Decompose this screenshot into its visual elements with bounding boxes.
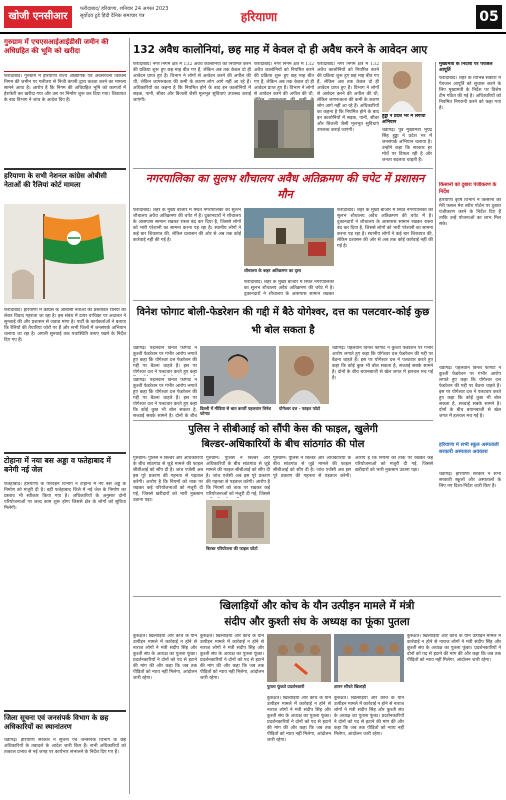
story-text: कुरुक्षेत्र। खिलाड़ियों और कोच के यौन उत्पीड़न मामले में कार्रवाई न होने से नाराज लोगों ने मंत्री संदीप सिंह और कुश्ती संघ के अध्यक्ष का पुतला फूंका। प्रदर्शनकारियों ने दोनों को पद से हटाने की मांग की और कहा कि जब तक पीड़ितों को न्याय नहीं मिलेगा, आंदोलन जारी रहेगा। [407,634,501,663]
story-text: कुरुक्षेत्र। खिलाड़ियों और कोच के यौन उत्पीड़न मामले में कार्रवाई न होने से नाराज लोगों ने मंत्री संदीप सिंह और कुश्ती संघ के अध्यक्ष का पुतला फूंका। प्रदर्शनकारियों ने दोनों को पद से हटाने की मांग की और कहा कि जब तक पीड़ितों को न्याय नहीं मिलेगा, आंदोलन जारी रहेगा। [133,634,197,681]
toilet-photo [244,208,334,266]
story-text: गुरुग्राम। पुलिस ने बिल्डर और अधिकारियों के बीच सांठगांठ से जुड़े मामले की फाइल सीबीआई को सौंप दी है। जांच एजेंसी अब इस पूरे प्रकरण की गहनता से पड़ताल करेगी। आरोप है कि नियमों को ताक पर रखकर कई परियोजनाओं को मंजूरी दी गई, जिससे खरीदारों को भारी नुकसान उठाना पड़ा। [273,456,433,479]
masthead-tagline: सूर्योदय टुडे हिंदी दैनिक समाचार पत्र [80,13,145,19]
story-headline: नगरपालिका का सुलभ शौचालय अवैध अतिक्रमण की चपेट में प्रशासन मौन [145,172,425,201]
photo-caption: बिल्डर परियोजना की फाइल फोटो [206,546,258,551]
story-text: चंडीगढ़। पहलवान विनेश फोगाट ने कुश्ती फेडरेशन पर गंभीर आरोप लगाते हुए कहा कि योगेश्वर दत्त फेडरेशन की गद्दी पर बैठना चाहते हैं। इस पर योगेश्वर दत्त ने पलटवार करते हुए कहा कि कोई कुछ भी बोल सकता है, सच्चाई सबके सामने है। दोनों के बीच [133,378,197,418]
memorandum-photo [334,634,404,682]
protest-photo [267,634,331,682]
story-text: फरीदाबाद। नगर निगम क्षेत्र में 132 अवैध कालोनियों को नियमित करने की प्रक्रिया शुरू हुए छह माह बीत गए हैं, लेकिन अब तक केवल दो ही आवेदन प्राप्त हुए हैं। विभाग ने लोगों से आवेदन करने की अपील की थी, लेकिन जागरूकता की कमी के कारण लोग आगे नहीं आ रहे हैं। अधिकारियों का कहना है कि नियमित होने के बाद इन कालोनियों में सड़क, पानी, सीवर और बिजली जैसी मूलभूत सुविधाएं उपलब्ध कराई जाएंगी। [317,62,379,133]
sidebar-text: चंडीगढ़। पूर्व मुख्यमंत्री भूपेंद्र सिंह हुड्डा ने प्रदेश भर में जनसंपर्क अभियान चलाया है। उन्होंने कहा कि सरकार हर मोर्चे पर विफल रही है और जनता बदलाव चाहती है। [382,128,432,163]
sidebar-text: हरियाणा कृषि विभाग ने किसानों को मेरी फसल मेरा ब्यौरा पोर्टल पर दुबारा पंजीकरण करने के निर्देश दिए हैं ताकि उन्हें योजनाओं का लाभ मिल सके। [439,198,501,227]
photo-caption: ज्ञापन सौंपते खिलाड़ी [334,684,366,689]
story-headline: विनेश फोगाट बोली-फेडरेशन की गद्दी में बैठे योगेश्वर, दत्त का पलटवार-कोई कुछ भी बोल सकता है [136,307,430,336]
story-headline: पुलिस ने सीबीआई को सौंपी केस की फाइल, खुलेगी [188,424,378,435]
story-text: फरीदाबाद। हरियाणा में कांग्रेस के ओबीसी नेताओं की प्रस्तावित रैलियों को लेकर विवाद गहराता जा रहा है। इस संबंध में दायर याचिका पर अदालत ने सुनवाई की और प्रशासन से जवाब मांगा है। पार्टी के कार्यकर्ताओं ने बताया कि रैलियों की तैयारियां जोरों पर हैं और सभी जिलों में जनसंपर्क अभियान चलाया जा रहा है। अगली सुनवाई तक यथास्थिति बनाए रखने के निर्देश दिए गए हैं। [4,308,126,343]
story-text: फतेहाबाद। हरियाणा के परिवहन विभाग ने टोहाना में नए बस अड्डे के निर्माण को मंजूरी दी है। वहीं फतेहाबाद जिले में नई जेल के निर्माण का प्रस्ताव भी स्वीकार किया गया है। अधिकारियों के अनुसार दोनों परियोजनाओं पर जल्द काम शुरू होगा जिससे क्षेत्र के लोगों को सुविधा मिलेगी। [4,482,126,511]
story-headline: टोहाना में नया बस अड्डा व फतेहाबाद में बनेगी नई जेल [4,452,126,478]
story-headline: बिल्डर-अधिकारियों के बीच सांठगांठ की पोल [201,439,365,450]
story-headline: गुरुग्राम में एचएसआईआईडीसी जमीन की अधिग्रहित की भूमि को खरीदा [4,38,126,72]
story-headline: हरियाणा के सभी नेशनल कांग्रेस ओबीसी नेताओं की रैलियां कोर्ट मामला [4,168,126,200]
story-text: कुरुक्षेत्र। खिलाड़ियों और कोच के यौन उत्पीड़न मामले में कार्रवाई न होने से नाराज लोगों ने मंत्री संदीप सिंह और कुश्ती संघ के अध्यक्ष का पुतला फूंका। प्रदर्शनकारियों ने दोनों को पद से हटाने की मांग की और कहा कि जब तक पीड़ितों को न्याय नहीं मिलेगा, आंदोलन जारी रहेगा। [334,696,404,737]
masthead-date: फरीदाबाद/ हरियाणा, शनिवार 24 अगस्त 2023 [80,6,169,12]
story-text: फरीदाबाद। नगर निगम क्षेत्र में 132 अवैध कालोनियों को नियमित करने की प्रक्रिया शुरू हुए छह माह बीत गए हैं, लेकिन अब तक केवल दो ही आवेदन प्राप्त हुए हैं। विभाग ने लोगों से आवेदन करने की अपील की थी, [254,62,314,97]
section-divider [133,596,501,597]
vinesh-photo [200,346,276,404]
building-photo [206,500,270,544]
section-divider [133,168,433,169]
story-text: गुरुग्राम। पुलिस ने बिल्डर और अधिकारियों के बीच सांठगांठ से जुड़े मामले की फाइल सीबीआई को सौंप दी है। जांच एजेंसी अब इस पूरे प्रकरण की गहनता से पड़ताल करेगी। आरोप है कि नियमों को ताक पर रखकर कई परियोजनाओं को मंजूरी दी गई, जिससे [206,456,270,497]
flag-photo [4,204,126,304]
left-column [4,38,126,794]
photo-caption: दिल्ली में मीडिया से बात करतीं पहलवान विनेश फोगाट [200,406,272,416]
masthead-meta [80,6,230,20]
photo-caption: योगेश्वर दत्त - फाइल फोटो [279,406,321,411]
story-text: चंडीगढ़। पहलवान विनेश फोगाट ने कुश्ती फेडरेशन पर गंभीर आरोप लगाते हुए कहा कि योगेश्वर दत्त फेडरेशन की गद्दी पर बैठना चाहते हैं। इस पर योगेश्वर दत्त ने पलटवार करते हुए कहा कि कोई कुछ भी बोल सकता है, सच्चाई सबके सामने है। दोनों के बीच बयानबाजी से खेल जगत में हलचल मच गई है। [332,346,433,381]
section-divider [133,420,433,421]
story-text: फरीदाबाद। नगर निगम क्षेत्र में 132 अवैध कालोनियों को नियमित करने की प्रक्रिया शुरू हुए छह माह बीत गए हैं, लेकिन अब तक केवल दो ही आवेदन प्राप्त हुए हैं। विभाग ने लोगों से आवेदन करने की अपील की थी, लेकिन जागरूकता की कमी के कारण लोग आगे नहीं आ रहे हैं। अधिकारियों का कहना है कि नियमित होने के बाद इन कालोनियों में सड़क, पानी, सीवर और बिजली जैसी मूलभूत सुविधाएं उपलब्ध कराई जाएंगी। [133,62,251,103]
masthead [0,0,506,34]
sidebar-headline: हरियाणा में सभी स्कूल अस्पताली सरकारी अस्पताल अवकाश [439,442,499,455]
story-text: फरीदाबाद। गुरुग्राम में हरियाणा राज्य औद्योगिक एवं अवसंरचना विकास निगम की जमीन पर गलीतरा से निजी कंपनी द्वारा कब्जा करने का मामला सामने आया है। आरोप है कि निगम की अधिग्रहित भूमि को कागजों में हेराफेरी कर खरीदा गया और उस पर निर्माण शुरू कर दिया गया। शिकायत के बाद विभाग ने जांच के आदेश दिए हैं। [4,74,126,103]
story-text: कुरुक्षेत्र। खिलाड़ियों और कोच के यौन उत्पीड़न मामले में कार्रवाई न होने से नाराज लोगों ने मंत्री संदीप सिंह और कुश्ती संघ के अध्यक्ष का पुतला फूंका। प्रदर्शनकारियों ने दोनों को पद से हटाने की मांग की और कहा कि जब तक पीड़ितों को न्याय नहीं मिलेगा, आंदोलन जारी रहेगा। [200,634,264,681]
photo-caption: शौचालय के बाहर अतिक्रमण का दृश्य [244,268,302,273]
sidebar-text: फरीदाबाद। शहर के विभिन्न सेक्टरों में पेयजल आपूर्ति को सुचारू करने के लिए मुख्यमंत्री के निर्देश पर विशेष टीम गठित की गई है। अधिकारियों को नियमित निगरानी करने को कहा गया है। [439,76,501,111]
story-text: गुरुग्राम। पुलिस ने बिल्डर और अधिकारियों के बीच सांठगांठ से जुड़े मामले की फाइल सीबीआई को सौंप दी है। जांच एजेंसी अब इस पूरे प्रकरण की गहनता से पड़ताल करेगी। आरोप है कि नियमों को ताक पर रखकर कई परियोजनाओं को मंजूरी दी गई, जिससे खरीदारों को भारी नुकसान उठाना पड़ा। [133,456,203,503]
column-divider [129,38,130,794]
story-headline: संदीप और कुश्ती संघ के अध्यक्ष का फूंका पुतला [224,616,410,628]
story-text: फरीदाबाद। शहर के मुख्य बाजार में स्थित नगरपालिका का सुलभ शौचालय अवैध अतिक्रमण की चपेट में है। दुकानदारों ने शौचालय के आसपास सामान रखकर [244,280,334,296]
section-title: हरियाणा [240,10,278,24]
yogeshwar-photo [279,346,329,404]
column-divider [435,62,436,362]
colony-photo [254,100,314,158]
story-text: फरीदाबाद। शहर के मुख्य बाजार में स्थित नगरपालिका का सुलभ शौचालय अवैध अतिक्रमण की चपेट में है। दुकानदारों ने शौचालय के आसपास सामान रखकर रास्ता बंद कर दिया है, जिससे लोगों को भारी परेशानी का सामना करना पड़ रहा है। स्थानीय लोगों ने कई बार शिकायत की, लेकिन प्रशासन की ओर से अब तक कोई कार्रवाई नहीं की गई है। [133,208,241,243]
sidebar-headline: किसानों को दुबारा पंजीकरण के निर्देश [439,182,497,195]
sidebar-headline: हुड्डा ने प्रदेश भर में लगाया अभियान [382,114,426,125]
hooda-photo [382,62,422,112]
story-headline: खिलाड़ियों और कोच के यौन उत्पीड़न मामले में मंत्री [219,600,415,612]
sidebar-text: चंडीगढ़। हरियाणा सरकार ने सभी सरकारी स्कूलों और अस्पतालों के लिए नए दिशा-निर्देश जारी किए हैं। [439,472,501,489]
main-headline: 132 अवैध कालोनियां, छह माह में केवल दो ही अवैध करने के आवेदन आए [133,44,428,56]
story-text: चंडीगढ़। पहलवान विनेश फोगाट ने कुश्ती फेडरेशन पर गंभीर आरोप लगाते हुए कहा कि योगेश्वर दत्त फेडरेशन की गद्दी पर बैठना चाहते हैं। इस पर योगेश्वर दत्त ने पलटवार करते हुए कहा [133,346,197,375]
story-text: फरीदाबाद। शहर के मुख्य बाजार में स्थित नगरपालिका का सुलभ शौचालय अवैध अतिक्रमण की चपेट में है। दुकानदारों ने शौचालय के आसपास सामान रखकर रास्ता बंद कर दिया है, जिससे लोगों को भारी परेशानी का सामना करना पड़ रहा है। स्थानीय लोगों ने कई बार शिकायत की, लेकिन प्रशासन की ओर से अब तक कोई कार्रवाई नहीं की गई है। [337,208,433,249]
newspaper-logo: खोजी एनसीआर [4,6,72,28]
photo-caption: पुतला फूंकते प्रदर्शनकारी [267,684,305,689]
sidebar-headline: मुख्यमंत्री के निर्देशों पर पेयजल आपूर्ति [439,62,493,73]
story-headline: जिला सूचना एवं जनसंपर्क विभाग के छह अधिकारियों का स्थानांतरण [4,710,126,734]
sidebar-text: चंडीगढ़। पहलवान विनेश फोगाट ने कुश्ती फेडरेशन पर गंभीर आरोप लगाते हुए कहा कि योगेश्वर दत्त फेडरेशन की गद्दी पर बैठना चाहते हैं। इस पर योगेश्वर दत्त ने पलटवार करते हुए कहा कि कोई कुछ भी बोल सकता है, सच्चाई सबके सामने है। दोनों के बीच बयानबाजी से खेल जगत में हलचल मच गई है। [439,366,501,419]
page-number: 05 [476,5,502,29]
section-divider [133,300,433,301]
story-text: चंडीगढ़। हरियाणा सरकार ने सूचना एवं जनसंपर्क विभाग के छह अधिकारियों के तबादले के आदेश जारी किए हैं। सभी अधिकारियों को तत्काल प्रभाव से नई जगह पर कार्यभार संभालने के निर्देश दिए गए हैं। [4,738,126,755]
story-text: कुरुक्षेत्र। खिलाड़ियों और कोच के यौन उत्पीड़न मामले में कार्रवाई न होने से नाराज लोगों ने मंत्री संदीप सिंह और कुश्ती संघ के अध्यक्ष का पुतला फूंका। प्रदर्शनकारियों ने दोनों को पद से हटाने की मांग की और कहा कि जब तक पीड़ितों को न्याय नहीं मिलेगा, आंदोलन जारी रहेगा। [267,696,331,743]
